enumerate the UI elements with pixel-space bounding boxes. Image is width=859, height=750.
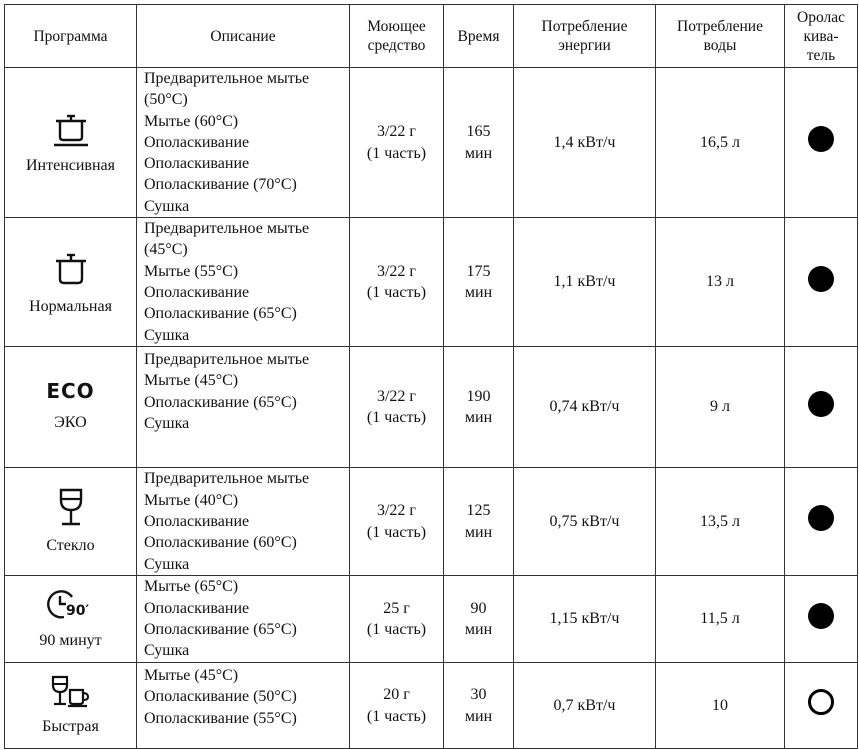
time-value: 190 bbox=[466, 387, 491, 405]
program-name: 90 минут bbox=[39, 631, 102, 649]
description-line: Мытье (60°C) bbox=[144, 112, 239, 130]
program-name: Интенсивная bbox=[25, 157, 115, 175]
detergent-portion: (1 часть) bbox=[366, 621, 427, 639]
time-value: 175 bbox=[466, 262, 491, 280]
energy-cell bbox=[514, 663, 656, 749]
time-unit: мин bbox=[464, 523, 493, 541]
water-cell bbox=[656, 347, 785, 468]
time-unit: мин bbox=[464, 144, 493, 162]
header-rinse-line1: Оpолас bbox=[797, 8, 845, 26]
detergent-cell bbox=[350, 576, 444, 663]
header-energy-line2: энергии bbox=[558, 37, 611, 54]
water-value: 13 л bbox=[706, 273, 734, 291]
detergent-cell bbox=[350, 68, 444, 218]
energy-value: 1,15 кВт/ч bbox=[549, 610, 620, 628]
program-table bbox=[4, 4, 858, 749]
description-line: (45°C) bbox=[144, 241, 188, 259]
description-line: Предварительное мытье bbox=[144, 470, 310, 488]
pot-icon bbox=[9, 247, 132, 293]
pot-rack-icon bbox=[9, 109, 132, 153]
rinse-aid-filled-dot-icon bbox=[808, 603, 834, 629]
description-line: Предварительное мытье bbox=[144, 70, 310, 87]
rinse-aid-filled-dot-icon bbox=[808, 126, 834, 152]
description-line: Ополаскивание bbox=[144, 133, 250, 151]
header-energy bbox=[514, 5, 656, 68]
water-cell bbox=[656, 576, 785, 663]
header-rinse-line2: кива- bbox=[803, 27, 839, 45]
detergent-amount: 25 г bbox=[383, 599, 410, 617]
header-rinse-line3: тель bbox=[806, 46, 836, 64]
table-row bbox=[5, 347, 858, 468]
description-line: Ополаскивание bbox=[144, 512, 250, 530]
detergent-portion: (1 часть) bbox=[366, 523, 427, 541]
program-name: Стекло bbox=[46, 537, 95, 555]
table-row bbox=[5, 68, 858, 218]
energy-value: 0,74 кВт/ч bbox=[549, 398, 620, 416]
svg-text:90′: 90′ bbox=[65, 603, 89, 620]
energy-cell bbox=[514, 576, 656, 663]
energy-cell bbox=[514, 347, 656, 468]
header-detergent-line1: Моющее bbox=[367, 18, 426, 35]
table-row bbox=[5, 576, 858, 663]
detergent-cell bbox=[350, 468, 444, 576]
description-line: Ополаскивание (60°C) bbox=[144, 534, 297, 552]
description-line: Мытье (45°C) bbox=[144, 667, 239, 685]
energy-cell bbox=[514, 218, 656, 347]
table-row bbox=[5, 218, 858, 347]
program-cell bbox=[5, 468, 137, 576]
description-line: Ополаскивание bbox=[144, 155, 250, 173]
description-line: Сушка bbox=[144, 642, 190, 660]
rinse-aid-filled-dot-icon bbox=[808, 266, 834, 292]
program-name: ЭКО bbox=[54, 414, 87, 432]
description-line: (50°C) bbox=[144, 91, 188, 109]
energy-value: 1,4 кВт/ч bbox=[553, 133, 616, 151]
header-water-line1: Потребление bbox=[677, 18, 763, 35]
program-cell bbox=[5, 218, 137, 347]
water-cell bbox=[656, 468, 785, 576]
time-unit: мин bbox=[464, 284, 493, 302]
description-cell bbox=[137, 347, 350, 468]
time-cell bbox=[444, 347, 514, 468]
water-cell bbox=[656, 663, 785, 749]
water-value: 16,5 л bbox=[700, 133, 740, 151]
rinse-aid-cell bbox=[785, 218, 858, 347]
description-line: Сушка bbox=[144, 414, 190, 432]
description-line: Мытье (45°C) bbox=[144, 372, 239, 390]
rinse-aid-cell bbox=[785, 576, 858, 663]
energy-value: 0,7 кВт/ч bbox=[553, 696, 616, 714]
description-line: Сушка bbox=[144, 555, 190, 573]
description-line: Ополаскивание (65°C) bbox=[144, 393, 297, 411]
water-value: 10 bbox=[712, 696, 728, 714]
rinse-aid-filled-dot-icon bbox=[808, 391, 834, 417]
header-description-label: Описание bbox=[210, 27, 276, 45]
description-line: Предварительное мытье bbox=[144, 351, 310, 369]
header-program bbox=[5, 5, 137, 68]
detergent-amount: 3/22 г bbox=[376, 502, 416, 520]
header-row bbox=[5, 5, 858, 68]
description-line: Ополаскивание bbox=[144, 599, 250, 617]
program-cell bbox=[5, 576, 137, 663]
wine-glass-icon bbox=[9, 487, 132, 533]
rinse-aid-cell bbox=[785, 468, 858, 576]
header-detergent bbox=[350, 5, 444, 68]
energy-value: 1,1 кВт/ч bbox=[553, 273, 616, 291]
table-row bbox=[5, 468, 858, 576]
description-line: Сушка bbox=[144, 326, 190, 344]
description-cell bbox=[137, 576, 350, 663]
rinse-aid-cell bbox=[785, 663, 858, 749]
description-line: Предварительное мытье bbox=[144, 220, 310, 238]
glass-cup-icon bbox=[9, 674, 132, 714]
program-name: Нормальная bbox=[29, 297, 112, 315]
description-cell bbox=[137, 468, 350, 576]
detergent-portion: (1 часть) bbox=[366, 409, 427, 427]
description-cell bbox=[137, 218, 350, 347]
description-line: Сушка bbox=[144, 197, 190, 215]
description-line: Ополаскивание (55°C) bbox=[144, 709, 297, 727]
time-value: 165 bbox=[466, 123, 491, 141]
rinse-aid-filled-dot-icon bbox=[808, 505, 834, 531]
description-line: Мытье (40°C) bbox=[144, 491, 239, 509]
time-cell bbox=[444, 468, 514, 576]
header-rinse-aid bbox=[785, 5, 858, 68]
detergent-amount: 3/22 г bbox=[376, 262, 416, 280]
header-description bbox=[137, 5, 350, 68]
water-cell bbox=[656, 68, 785, 218]
time-value: 30 bbox=[470, 686, 487, 704]
header-time bbox=[444, 5, 514, 68]
description-line: Ополаскивание (65°C) bbox=[144, 305, 297, 323]
clock-90-icon bbox=[9, 587, 132, 627]
detergent-cell bbox=[350, 347, 444, 468]
description-line: Ополаскивание (65°C) bbox=[144, 621, 297, 639]
description-line: Мытье (55°C) bbox=[144, 262, 239, 280]
water-value: 13,5 л bbox=[700, 512, 740, 530]
header-water bbox=[656, 5, 785, 68]
header-detergent-line2: средство bbox=[367, 37, 426, 54]
energy-cell bbox=[514, 68, 656, 218]
program-cell bbox=[5, 68, 137, 218]
water-cell bbox=[656, 218, 785, 347]
time-cell bbox=[444, 218, 514, 347]
description-cell bbox=[137, 663, 350, 749]
time-cell bbox=[444, 576, 514, 663]
description-line: Ополаскивание bbox=[144, 284, 250, 302]
time-unit: мин bbox=[464, 409, 493, 427]
table-row bbox=[5, 663, 858, 749]
detergent-portion: (1 часть) bbox=[366, 707, 427, 725]
time-unit: мин bbox=[464, 707, 493, 725]
eco-icon: ECO bbox=[46, 378, 95, 403]
description-line: Ополаскивание (70°C) bbox=[144, 176, 297, 194]
time-value: 90 bbox=[470, 599, 487, 617]
rinse-aid-empty-dot-icon bbox=[808, 689, 834, 715]
header-energy-line1: Потребление bbox=[541, 18, 628, 35]
detergent-cell bbox=[350, 218, 444, 347]
time-value: 125 bbox=[466, 502, 491, 520]
program-name: Быстрая bbox=[42, 718, 99, 736]
header-water-line2: воды bbox=[703, 37, 737, 54]
detergent-amount: 20 г bbox=[383, 686, 410, 704]
detergent-portion: (1 часть) bbox=[366, 144, 427, 162]
detergent-portion: (1 часть) bbox=[366, 284, 427, 302]
water-value: 9 л bbox=[710, 398, 730, 416]
energy-cell bbox=[514, 468, 656, 576]
detergent-cell bbox=[350, 663, 444, 749]
description-line: Мытье (65°C) bbox=[144, 578, 239, 596]
detergent-amount: 3/22 г bbox=[376, 123, 416, 141]
time-cell bbox=[444, 68, 514, 218]
rinse-aid-cell bbox=[785, 347, 858, 468]
header-time-label: Время bbox=[457, 27, 500, 45]
rinse-aid-cell bbox=[785, 68, 858, 218]
time-unit: мин bbox=[464, 621, 493, 639]
program-cell bbox=[5, 347, 137, 468]
energy-value: 0,75 кВт/ч bbox=[549, 512, 620, 530]
description-cell bbox=[137, 68, 350, 218]
water-value: 11,5 л bbox=[700, 610, 740, 628]
time-cell bbox=[444, 663, 514, 749]
program-cell bbox=[5, 663, 137, 749]
description-line: Ополаскивание (50°C) bbox=[144, 688, 297, 706]
header-program-label: Программа bbox=[33, 27, 108, 45]
detergent-amount: 3/22 г bbox=[376, 387, 416, 405]
